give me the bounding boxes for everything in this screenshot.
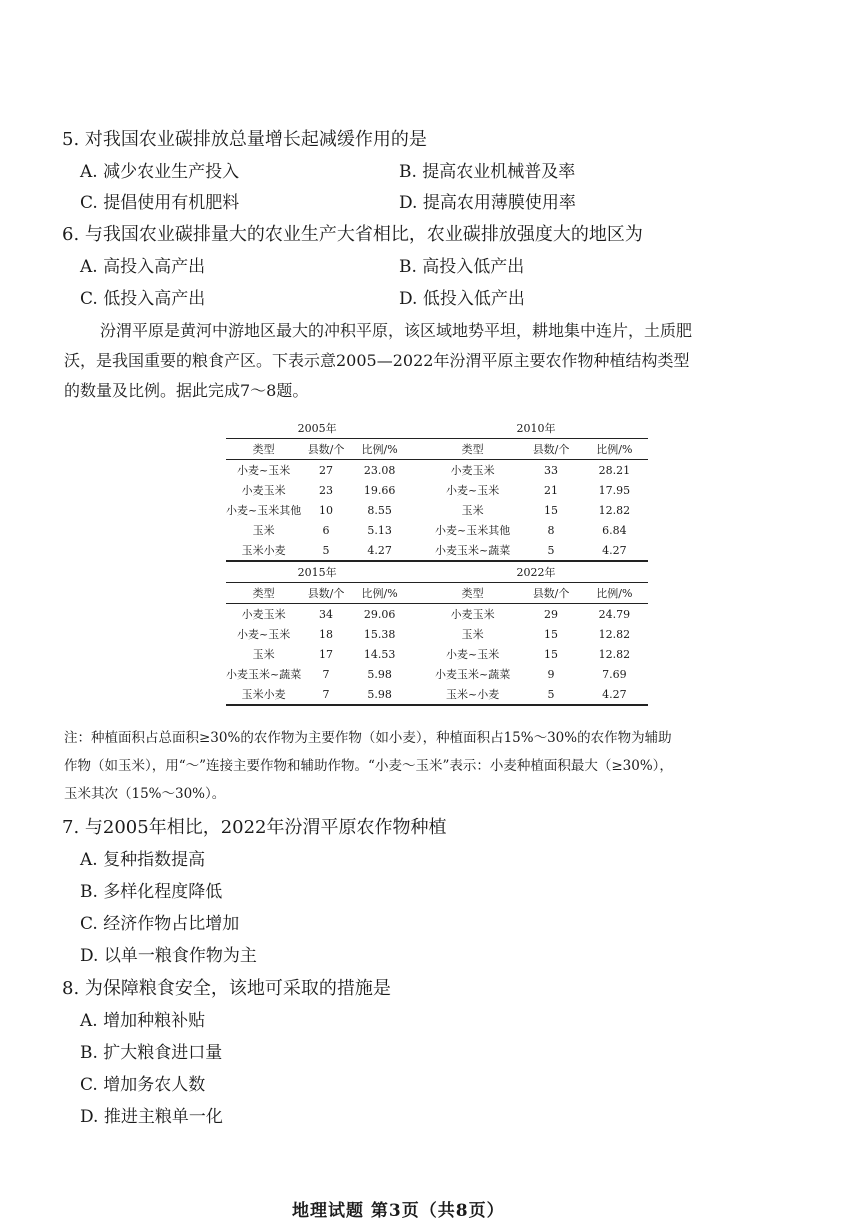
passage-line-2: 沃，是我国重要的粮食产区。下表示意2005—2022年汾渭平原主要农作物种植结构类型 [64,351,690,370]
cell-type: 小麦~玉米 [446,484,500,497]
table-note [64,724,799,808]
header-ratio: 比例/% [351,439,408,460]
cell-count: 7 [301,684,351,705]
cell-count: 5 [547,543,555,557]
note-line-1: 注：种植面积占总面积≥30%的农作物为主要作物（如小麦），种植面积占15%～30%的农作物为辅助 [64,730,672,746]
passage-line-1: 汾渭平原是黄河中游地区最大的冲积平原，该区域地势平坦，耕地集中连片，土质肥 [100,321,693,340]
question-5-stem: 5. 对我国农业碳排放总量增长起减缓作用的是 [62,129,427,150]
cell-type: 玉米 [461,504,484,517]
table-row [226,624,648,644]
cell-ratio: 29.06 [363,607,396,621]
cell-type: 小麦~玉米 [237,464,291,477]
note-line-3: 玉米其次（15%～30%）。 [64,786,226,802]
cell-count: 15 [544,647,559,661]
cell-count: 21 [544,483,559,497]
header-type: 类型 [424,583,521,604]
cell-type: 玉米 [461,628,484,641]
question-7-stem: 7. 与2005年相比，2022年汾渭平原农作物种植 [62,817,447,838]
cell-type: 小麦~玉米其他 [226,504,302,517]
cell-ratio: 4.27 [367,543,392,557]
header-type: 类型 [226,583,301,604]
cell-count: 8 [547,523,555,537]
cell-type: 玉米小麦 [226,684,301,705]
cell-ratio: 12.82 [598,627,631,641]
cell-count: 9 [547,667,555,681]
page-footer: 地理试题 第3页（共8页） [292,1201,505,1221]
header-count: 县数/个 [521,439,580,460]
cell-count: 29 [544,607,559,621]
cell-ratio: 5.13 [367,523,392,537]
question-5-option-d: D. 提高农用薄膜使用率 [399,193,576,213]
cell-type: 小麦玉米 [450,608,495,621]
cell-ratio: 4.27 [602,543,627,557]
cell-type: 小麦玉米~蔬菜 [435,544,511,557]
cell-type: 玉米小麦 [241,544,286,557]
table-row [226,480,648,500]
cell-type: 小麦~玉米 [237,628,291,641]
crop-structure-table [226,418,648,706]
question-6-stem: 6. 与我国农业碳排量大的农业生产大省相比，农业碳排放强度大的地区为 [62,224,643,245]
question-5-option-b: B. 提高农业机械普及率 [399,162,576,182]
cell-ratio: 15.38 [363,627,396,641]
table-row [226,604,648,625]
cell-count: 15 [544,627,559,641]
table-row [226,664,648,684]
question-6-option-d: D. 低投入低产出 [399,289,525,309]
passage-line-3: 的数量及比例。据此完成7～8题。 [64,381,309,400]
cell-count: 33 [544,463,559,477]
year-label-2022: 2022年 [424,561,648,583]
cell-type: 玉米 [252,524,275,537]
header-count: 县数/个 [521,583,580,604]
note-line-2: 作物（如玉米），用“～”连接主要作物和辅助作物。“小麦～玉米”表示：小麦种植面积最大（≥30%）， [64,758,673,774]
cell-ratio: 19.66 [363,483,396,497]
header-ratio: 比例/% [581,439,648,460]
year-label-2010: 2010年 [516,422,556,435]
cell-ratio: 4.27 [581,684,648,705]
question-6-option-c: C. 低投入高产出 [80,289,206,309]
cell-type: 玉米 [252,648,275,661]
table-row [226,500,648,520]
cell-type: 小麦~玉米 [446,648,500,661]
cell-count: 27 [319,463,334,477]
cell-type: 小麦玉米 [241,484,286,497]
question-5-option-c: C. 提倡使用有机肥料 [80,193,240,213]
header-ratio: 比例/% [581,583,648,604]
year-label-2015: 2015年 [226,561,408,583]
cell-ratio: 23.08 [363,463,396,477]
cell-ratio: 5.98 [351,684,408,705]
question-8-option-d: D. 推进主粮单一化 [80,1107,223,1127]
cell-count: 15 [544,503,559,517]
cell-ratio: 5.98 [367,667,392,681]
question-8-stem: 8. 为保障粮食安全，该地可采取的措施是 [62,978,391,999]
question-7-option-c: C. 经济作物占比增加 [80,914,240,934]
cell-ratio: 12.82 [598,647,631,661]
cell-ratio: 12.82 [598,503,631,517]
table-row [226,520,648,540]
cell-ratio: 7.69 [602,667,627,681]
question-7-option-b: B. 多样化程度降低 [80,882,223,902]
table-row [226,684,648,705]
cell-count: 18 [319,627,334,641]
cell-ratio: 6.84 [602,523,627,537]
table-row [226,460,648,481]
cell-type: 小麦玉米~蔬菜 [435,668,511,681]
header-type: 类型 [424,439,521,460]
question-6-option-a: A. 高投入高产出 [80,257,206,277]
cell-ratio: 8.55 [367,503,392,517]
cell-type: 小麦~玉米其他 [435,524,511,537]
cell-type: 玉米~小麦 [424,684,521,705]
passage [64,316,792,406]
year-label-2005: 2005年 [297,422,337,435]
cell-type: 小麦玉米 [450,464,495,477]
question-7-option-a: A. 复种指数提高 [80,850,206,870]
question-6-option-b: B. 高投入低产出 [399,257,525,277]
header-count: 县数/个 [301,439,351,460]
cell-count: 6 [322,523,330,537]
cell-count: 34 [319,607,334,621]
question-7-option-d: D. 以单一粮食作物为主 [80,946,257,966]
cell-type: 小麦玉米~蔬菜 [226,668,302,681]
cell-ratio: 28.21 [598,463,631,477]
cell-count: 10 [319,503,334,517]
cell-count: 7 [322,667,330,681]
header-count: 县数/个 [301,583,351,604]
cell-ratio: 24.79 [598,607,631,621]
cell-count: 17 [319,647,334,661]
cell-ratio: 17.95 [598,483,631,497]
cell-ratio: 14.53 [363,647,396,661]
cell-count: 23 [319,483,334,497]
cell-count: 5 [521,684,580,705]
question-5-option-a: A. 减少农业生产投入 [80,162,240,182]
cell-type: 小麦玉米 [241,608,286,621]
header-type: 类型 [226,439,301,460]
question-8-option-b: B. 扩大粮食进口量 [80,1043,223,1063]
question-8-option-c: C. 增加务农人数 [80,1075,206,1095]
table-row [226,644,648,664]
header-ratio: 比例/% [351,583,408,604]
table-row [226,540,648,561]
question-8-option-a: A. 增加种粮补贴 [80,1011,206,1031]
cell-count: 5 [322,543,330,557]
